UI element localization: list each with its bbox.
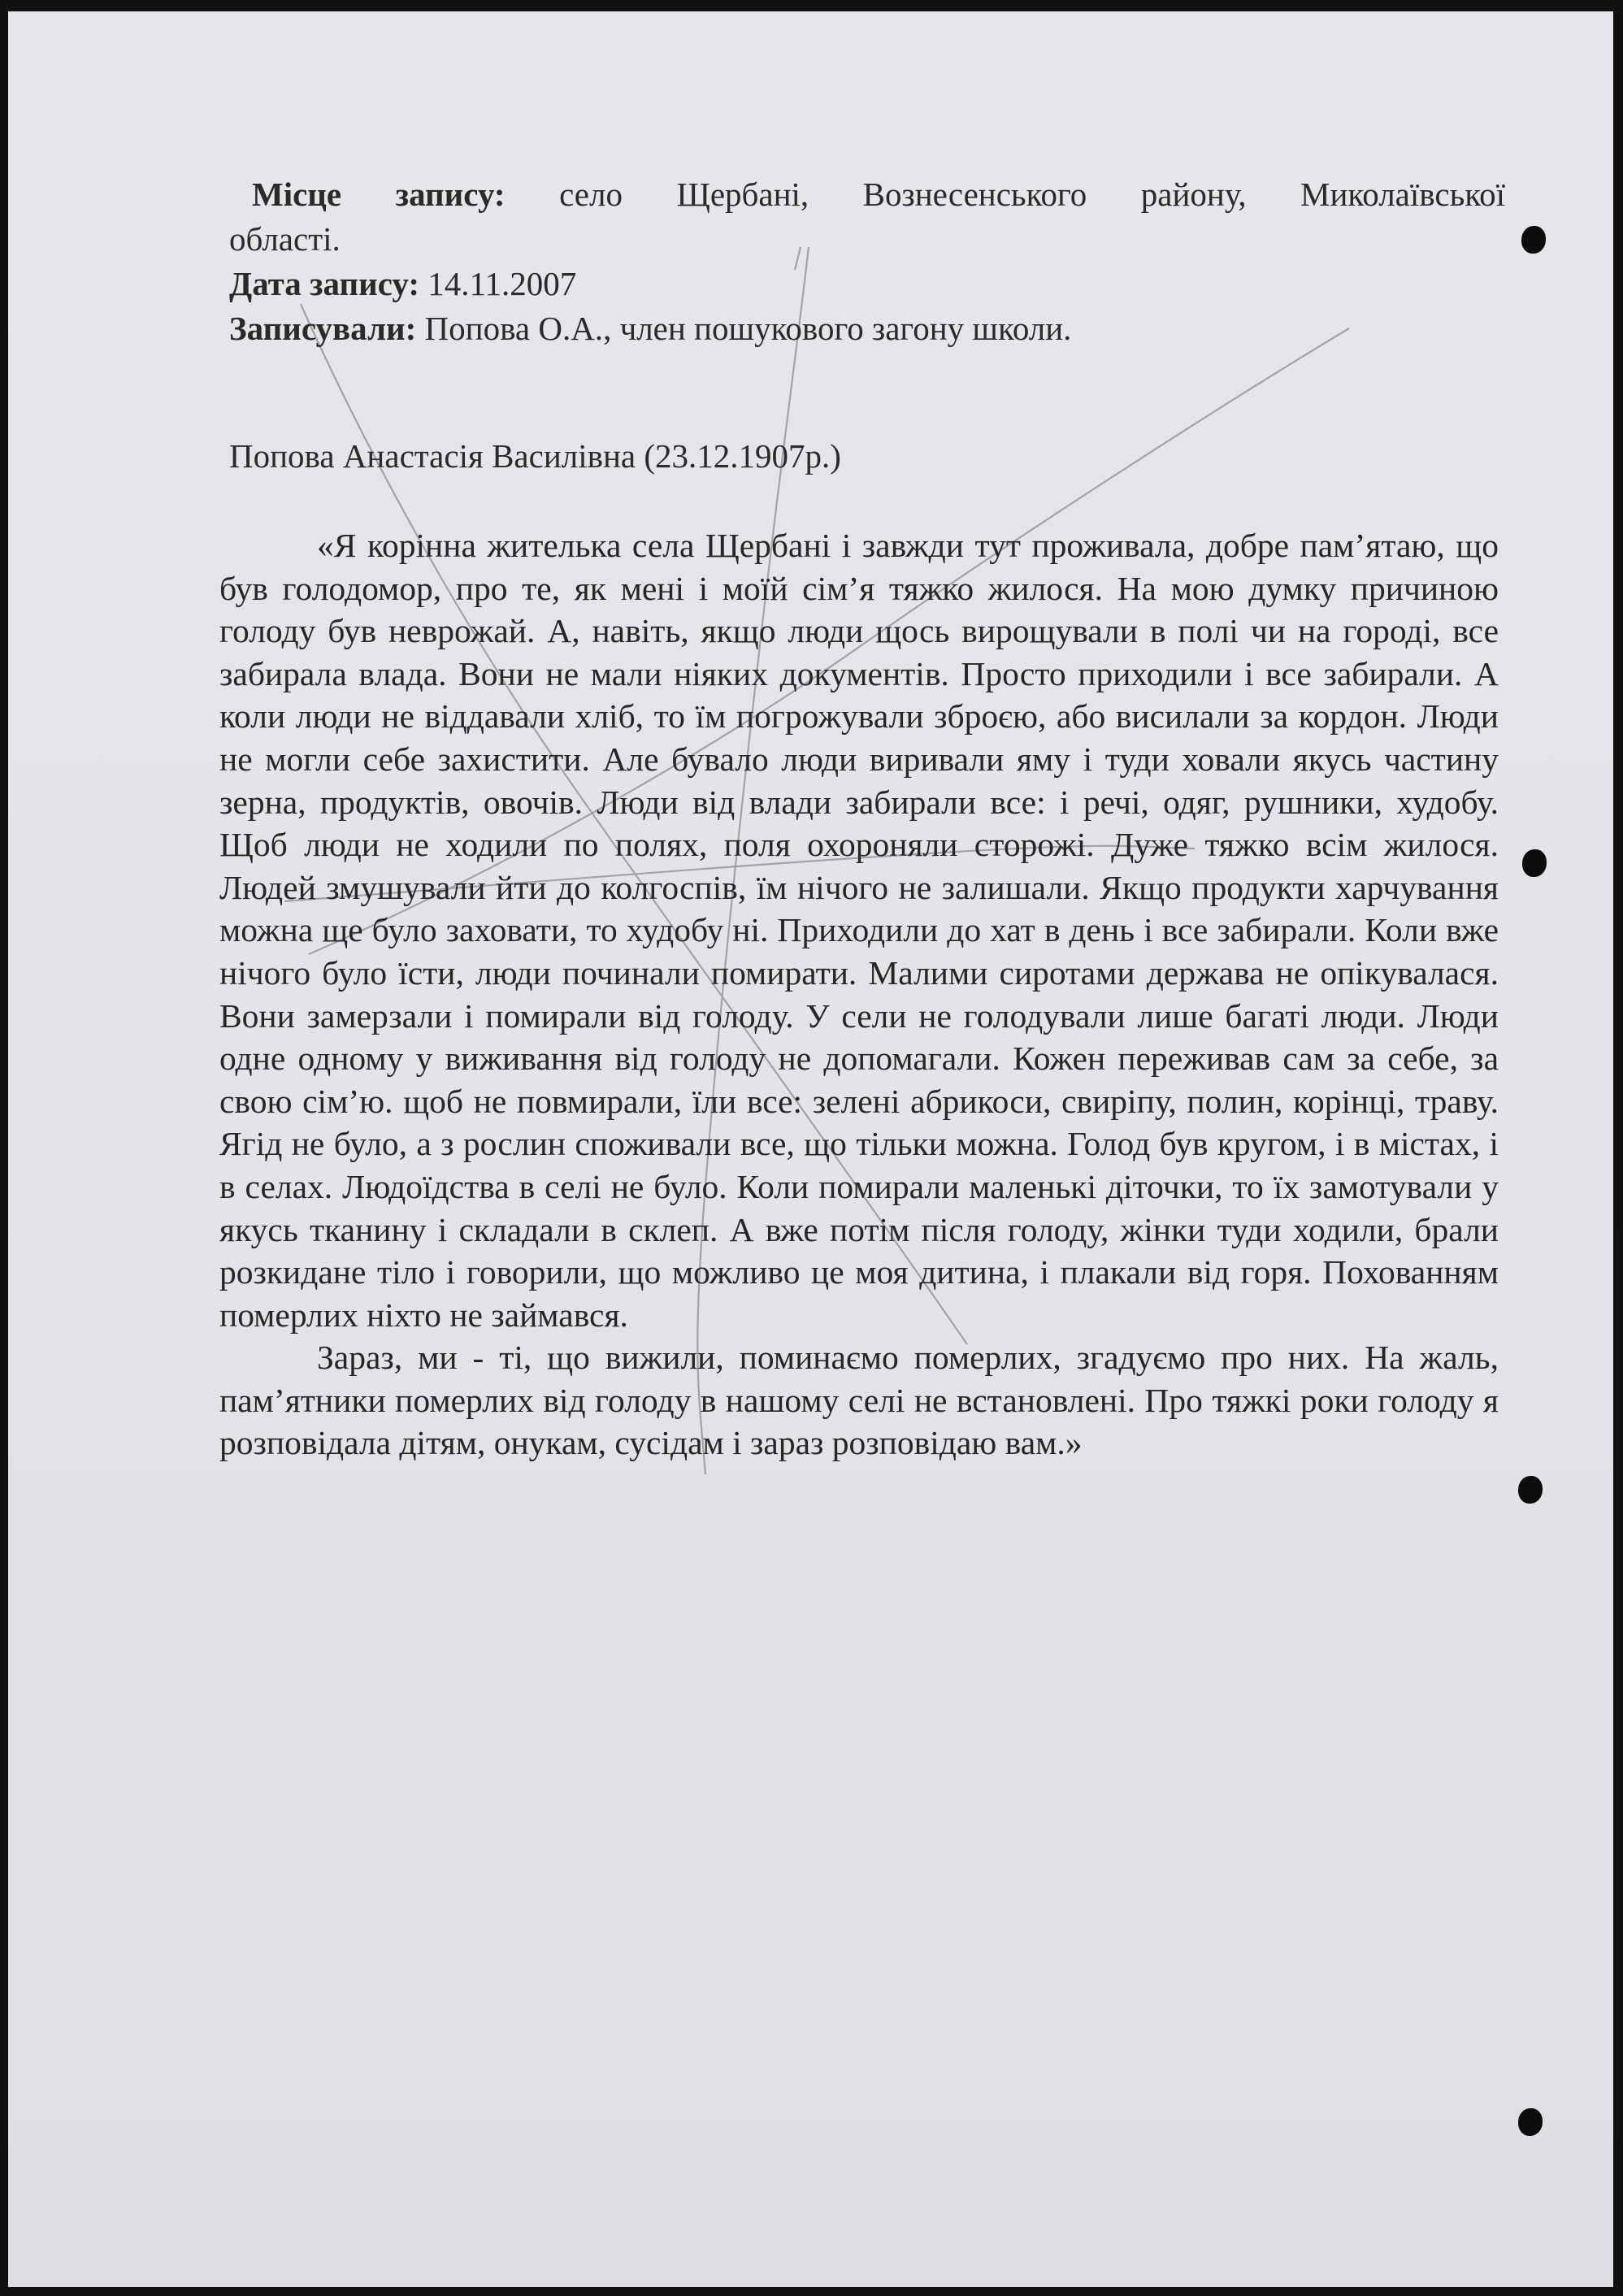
testimony-paragraph-1: «Я корінна жителька села Щербані і завжди тут проживала, добре пам’ятаю, що був голодомор, про те, як мені і моїй сім’я тяжко жилося. На мою думку причиною голоду був неврожай. А, навіть, якщо люди щось вирощували в полі чи на городі, все забирала влада. Вони не мали ніяких документів. Просто приходили і все забирали. А коли люди не віддавали хліб, то їм погрожували зброєю, або висилали за кордон. Люди не могли себе захистити. Але бувало люди виривали яму і туди ховали якусь частину зерна, продуктів, овочів. Люди від влади забирали все: і речі, одяг, рушники, худобу. Щоб люди не ходили по полях, поля охороняли сторожі. Дуже тяжко всім жилося. Людей змушували йти до колгоспів, їм нічого не залишали. Якщо продукти харчування можна ще було заховати, то худобу ні. Приходили до хат в день і все забирали. Коли вже нічого було їсти, люди починали помирати. Малими сиротами держава не опікувалася. Вони замерзали і помирали від голоду. У сели не голодували лише багаті люди. Люди одне одному у виживання від голоду не допомагали. Кожен переживав сам за себе, за свою сім’ю. щоб не повмирали, їли все: зелені абрикоси, свиріпу, полин, корінці, траву. Ягід не було, а з рослин споживали все, що тільки можна. Голод був кругом, і в містах, і в селах. Людоїдства в селі не було. Коли помирали маленькі діточки, то їх замотували у якусь тканину і складали в склеп. А вже потім після голоду, жінки туди ходили, брали розкидане тіло і говорили, що можливо це моя дитина, і плакали від горя. Похованням померлих ніхто не займався.: [219, 527, 1499, 1334]
punch-hole: [1518, 1476, 1543, 1504]
record-place-value: село Щербані, Вознесенського району, Миколаївської: [505, 176, 1505, 213]
record-date-value: 14.11.2007: [419, 265, 577, 302]
record-recorders-label: Записували:: [229, 310, 417, 347]
record-recorders-value: Попова О.А., член пошукового загону школи.: [416, 310, 1072, 347]
testimony-paragraph-2: Зараз, ми - ті, що вижили, поминаємо померлих, згадуємо про них. На жаль, пам’ятники померлих від голоду в нашому селі не встановлені. Про тяжкі роки голоду я розповідала дітям, онукам, сусідам і зараз розповідаю вам.»: [219, 1339, 1499, 1462]
record-date: [229, 262, 1505, 306]
narrator-name: Попова Анастасія Василівна (23.12.1907р.): [229, 437, 841, 475]
record-place-continuation: області.: [229, 220, 341, 258]
record-metadata: [229, 172, 1505, 351]
record-place: [229, 172, 1505, 217]
punch-hole: [1522, 849, 1547, 877]
record-recorders: [229, 306, 1505, 351]
record-place-label: Місце запису:: [252, 176, 506, 213]
punch-hole: [1521, 226, 1546, 254]
document-page: [8, 11, 1613, 2287]
testimony-text: [219, 524, 1499, 1465]
punch-hole: [1518, 2108, 1543, 2136]
record-date-label: Дата запису:: [229, 265, 419, 302]
